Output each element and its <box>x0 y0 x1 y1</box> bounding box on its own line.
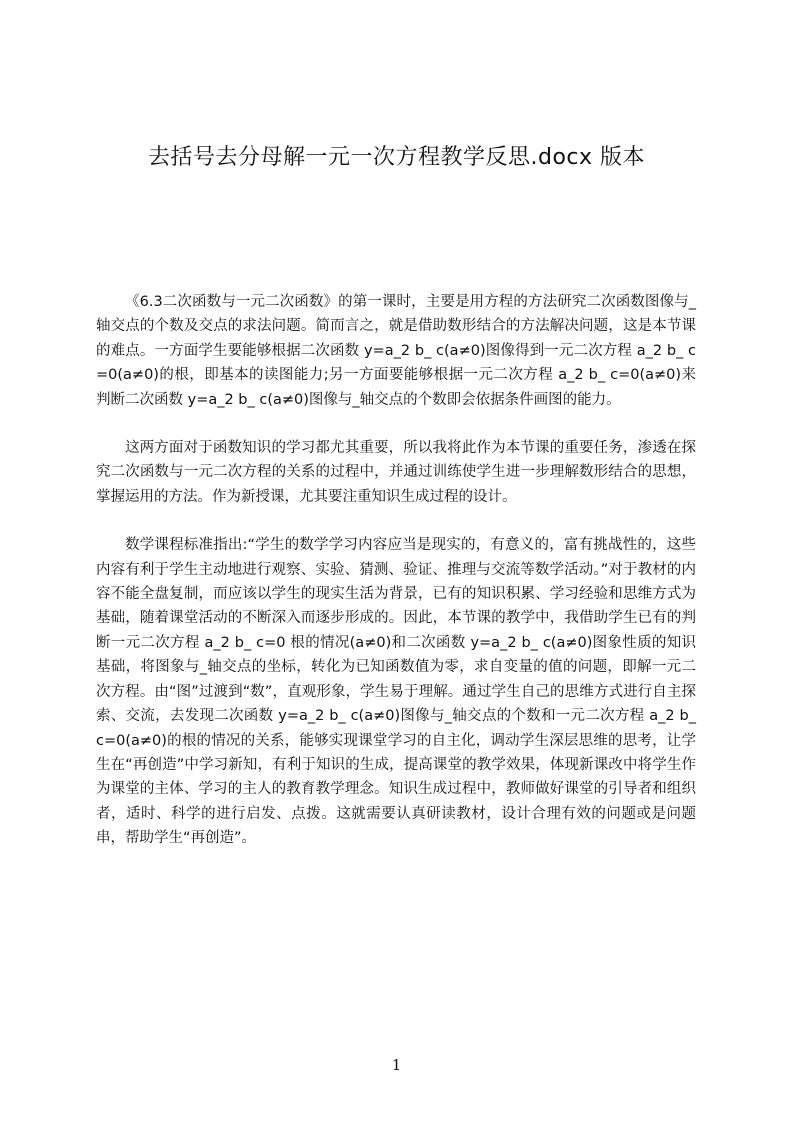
page-number: 1 <box>391 1056 402 1074</box>
paragraph-2: 这两方面对于函数知识的学习都尤其重要，所以我将此作为本节课的重要任务，渗透在探究二次函数与一元二次方程的关系的过程中，并通过训练使学生进一步理解数形结合的思想，掌握运用的方法。作为新授课，尤其要注重知识生成过程的设计。 <box>96 440 696 505</box>
document-title: 去括号去分母解一元一次方程教学反思.docx 版本 <box>147 145 646 170</box>
paragraph-1: 《6.3二次函数与一元二次函数》的第一课时，主要是用方程的方法研究二次函数图像与_轴交点的个数及交点的求法问题。简而言之，就是借助数形结合的方法解决问题，这是本节课的难点。一方面学生要能够根据二次函数 y=a_2 b_ c(a≠0)图像得到一元二次方程 a_2 b_ c=0(a≠0)的根，即基本的读图能力;另一方面要能够根据一元二次方程 a_2 b_ c=0(a≠0)来判断二次函数 y=a_2 b_ c(a≠0)图像与_轴交点的个数即会依据条件画图的能力。 <box>96 294 696 408</box>
paragraph-3: 数学课程标准指出:“学生的数学学习内容应当是现实的，有意义的，富有挑战性的，这些内容有利于学生主动地进行观察、实验、猜测、验证、推理与交流等数学活动。”对于教材的内容不能全盘复制，而应该以学生的现实生活为背景，已有的知识积累、学习经验和思维方式为基础，随着课堂活动的不断深入而逐步形成的。因此，本节课的教学中，我借助学生已有的判断一元二次方程 a_2 b_ c=0 根的情况(a≠0)和二次函数 y=a_2 b_ c(a≠0)图象性质的知识基础，将图象与_轴交点的坐标，转化为已知函数值为零，求自变量的值的问题，即解一元二次方程。由“图”过渡到“数”，直观形象，学生易于理解。通过学生自己的思维方式进行自主探索、交流，去发现二次函数 y=a_2 b_ c(a≠0)图像与_轴交点的个数和一元二次方程 a_2 b_ c=0(a≠0)的根的情况的关系，能够实现课堂学习的自主化，调动学生深层思维的思考，让学生在“再创造”中学习新知，有利于知识的生成，提高课堂的教学效果，体现新课改中将学生作为课堂的主体、学习的主人的教育教学理念。知识生成过程中，教师做好课堂的引导者和组织者，适时、科学的进行启发、点拨。这就需要认真研读教材，设计合理有效的问题或是问题串，帮助学生“再创造”。 <box>96 537 696 847</box>
document-body <box>96 290 696 875</box>
